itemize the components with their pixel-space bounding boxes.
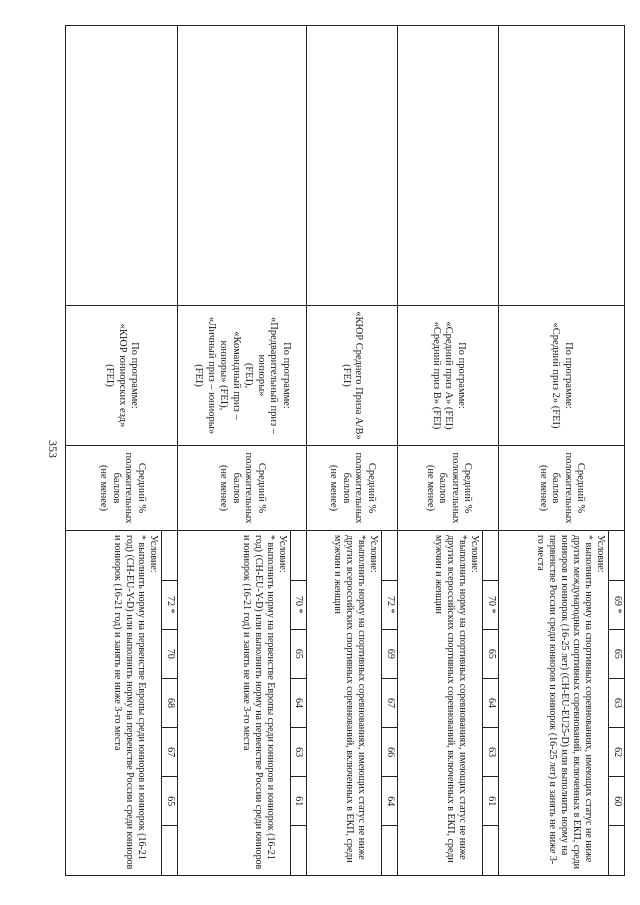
score-value: 63 — [609, 678, 625, 727]
program-line: «Предварительный приз – юниоры» — [255, 316, 280, 434]
criterion-line: (не менее) — [218, 464, 230, 512]
score-value: 70 — [162, 629, 178, 678]
score-value: 64 — [382, 777, 398, 826]
criterion-line: (не менее) — [328, 464, 340, 512]
criterion-cell — [66, 446, 178, 531]
score-value: 72 * — [162, 580, 178, 629]
criterion-line: (не менее) — [538, 464, 549, 512]
score-value — [382, 826, 398, 875]
score-value — [162, 826, 178, 875]
criterion-line: Средний % — [135, 462, 147, 514]
condition-title: Условие: — [276, 535, 288, 573]
score-value: 65 — [290, 629, 306, 678]
score-value — [483, 826, 499, 875]
empty-cell — [398, 26, 499, 306]
condition-title: Условие: — [368, 535, 380, 573]
empty-cell — [66, 26, 178, 306]
program-line: «Средний приз B» (FEI) — [430, 321, 442, 430]
scores-condition-cell — [499, 531, 625, 876]
condition-title: Условие: — [595, 535, 606, 573]
program-line: (FEI), — [243, 362, 255, 389]
score-value — [609, 531, 625, 580]
empty-cell — [306, 26, 398, 306]
criterion-line: Средний % — [462, 462, 474, 514]
standards-table — [65, 25, 625, 876]
score-value: 61 — [290, 777, 306, 826]
score-value: 65 — [162, 777, 178, 826]
score-value — [290, 531, 306, 580]
score-value — [290, 826, 306, 875]
criterion-line: (не менее) — [98, 464, 110, 512]
scores-condition-cell — [306, 531, 398, 876]
score-value: 65 — [483, 629, 499, 678]
criterion-line: баллов — [437, 472, 449, 504]
scores-table — [290, 531, 306, 875]
score-value: 63 — [483, 728, 499, 777]
criterion-cell — [178, 446, 306, 531]
scores-condition-cell — [178, 531, 306, 876]
scores-table — [608, 531, 624, 875]
score-value: 68 — [162, 678, 178, 727]
criterion-cell — [398, 446, 499, 531]
scores-condition-cell — [66, 531, 178, 876]
program-line: «КЮР Среднего Приза A/B» (FEI) — [340, 311, 365, 440]
score-value — [609, 826, 625, 875]
condition-text: * выполнить норму на первенстве Европы среди юниоров и юниорок (16-21 год) (CH-EU-Y-D) или выполнить норму на первенстве России среди юниоров и юниорок (16-21 год) и занять не ниже 3-го места — [240, 535, 276, 870]
score-value: 66 — [382, 728, 398, 777]
program-cell — [499, 306, 625, 446]
criterion-line: баллов — [110, 472, 122, 504]
condition-text: *выполнить норму на спортивных соревнованиях, имеющих статус не ниже других всероссийских спортивных соревнований, включенных в ЕКП, среди мужчин и женщин — [332, 535, 368, 863]
criterion-cell — [306, 446, 398, 531]
score-value — [382, 531, 398, 580]
scores-table — [381, 531, 397, 875]
score-value: 60 — [609, 777, 625, 826]
condition-text: * выполнить норму на спортивных соревнованиях, имеющих статус не ниже других международных спортивных соревнований, включенных в ЕКП, среди юниоров и юниорок (16-25 лет) (CH-EU-EU25-D) или выполнить норму на первенстве России среди юниоров и юниорок (16-25 лет) и занять не ниже 3-го места — [535, 535, 594, 869]
condition-block — [329, 531, 381, 875]
condition-block — [109, 531, 161, 875]
condition-block — [532, 531, 608, 875]
rotated-table-sheet — [65, 25, 625, 875]
program-line: По программе: — [455, 342, 467, 409]
criterion-line: Средний % — [255, 462, 267, 514]
score-value: 69 — [382, 629, 398, 678]
score-value: 72 * — [382, 580, 398, 629]
program-line: «Средний приз 2» (FEI) — [550, 322, 562, 429]
criterion-line: (не менее) — [424, 464, 436, 512]
score-value: 69 * — [609, 580, 625, 629]
scores-table — [161, 531, 177, 875]
criterion-line: положительных — [243, 452, 255, 524]
score-value — [483, 531, 499, 580]
score-value: 70 * — [483, 580, 499, 629]
program-line: «Средний приз A» (FEI) — [443, 321, 455, 430]
criterion-line: Средний % — [365, 462, 377, 514]
criterion-line: положительных — [123, 452, 135, 524]
criterion-line: баллов — [230, 472, 242, 504]
score-value: 70 * — [290, 580, 306, 629]
condition-title: Условие: — [469, 535, 480, 573]
scores-condition-cell — [398, 531, 499, 876]
program-line: «Командный приз – юниоры» (FEI), — [218, 331, 242, 420]
program-cell — [178, 306, 306, 446]
program-line: «Личный приз – юниоры» (FEI) — [193, 316, 217, 435]
condition-block — [238, 531, 290, 875]
score-value: 61 — [483, 777, 499, 826]
criterion-line: баллов — [550, 472, 562, 504]
program-cell — [306, 306, 398, 446]
condition-text: * выполнить норму на первенстве Европы среди юниоров и юниорок (16-21 год) (CH-EU-Y-D) или выполнить норму на первенстве России среди юниоров и юниорок (16-21 год) и занять не ниже 3-го места — [112, 535, 148, 870]
score-value: 62 — [609, 728, 625, 777]
criterion-cell — [499, 446, 625, 531]
page-number: 353 — [46, 440, 60, 458]
criterion-line: положительных — [353, 452, 365, 524]
score-value: 63 — [290, 728, 306, 777]
table-row — [499, 26, 625, 876]
program-cell — [66, 306, 178, 446]
program-cell — [398, 306, 499, 446]
table-row — [66, 26, 178, 876]
empty-cell — [499, 26, 625, 306]
table-row — [178, 26, 306, 876]
condition-text: *выполнить норму на спортивных соревнованиях, имеющих статус не ниже других всероссийских спортивных соревнований, включенных в ЕКП, среди мужчин и женщин — [433, 535, 468, 863]
criterion-line: положительных — [449, 452, 461, 524]
score-value: 64 — [290, 678, 306, 727]
condition-block — [430, 531, 482, 875]
program-line: По программе: — [129, 342, 141, 409]
program-line: По программе: — [563, 342, 574, 409]
empty-cell — [178, 26, 306, 306]
score-value: 67 — [162, 728, 178, 777]
scores-table — [482, 531, 498, 875]
criterion-line: положительных — [563, 452, 574, 524]
criterion-line: баллов — [340, 472, 352, 504]
table-row — [398, 26, 499, 876]
table-row — [306, 26, 398, 876]
score-value — [162, 531, 178, 580]
criterion-line: Средний % — [575, 462, 587, 514]
program-line: По программе: — [280, 342, 292, 409]
condition-title: Условие: — [148, 535, 160, 573]
score-value: 64 — [483, 678, 499, 727]
score-value: 65 — [609, 629, 625, 678]
program-line: «КЮР юниорских езд» (FEI) — [104, 323, 128, 428]
score-value: 67 — [382, 678, 398, 727]
